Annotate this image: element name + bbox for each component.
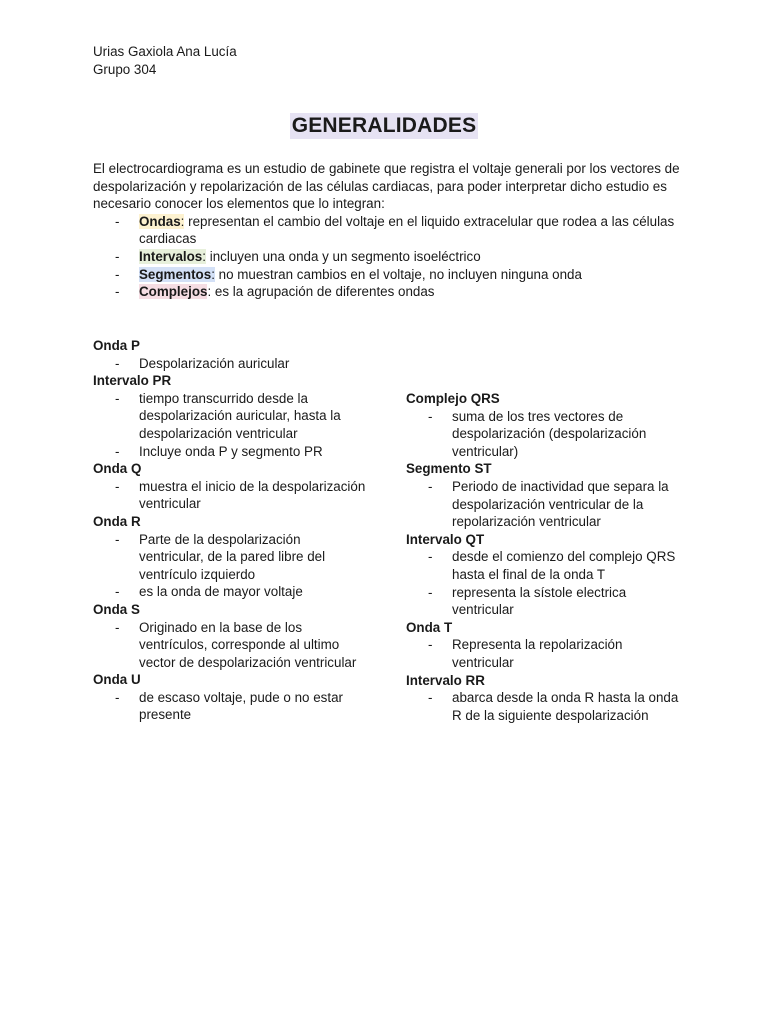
list-item: - Representa la repolarización ventricular <box>406 636 681 671</box>
section-list <box>93 355 368 373</box>
section-segmento-st <box>406 460 681 530</box>
section-list <box>93 531 368 601</box>
section-title: Onda U <box>93 672 141 688</box>
section-title: Intervalo RR <box>406 672 485 688</box>
list-item: - Periodo de inactividad que separa la despolarización ventricular de la repolarización ventricular <box>406 478 681 531</box>
list-item: - Parte de la despolarización ventricular, de la pared libre del ventrículo izquierdo <box>93 531 368 584</box>
author-name: Urias Gaxiola Ana Lucía <box>93 44 237 59</box>
term-definition: incluyen una onda y un segmento isoeléctrico <box>206 248 481 264</box>
list-item: - abarca desde la onda R hasta la onda R de la siguiente despolarización <box>406 689 681 724</box>
intro-section <box>93 160 683 301</box>
section-list <box>406 636 681 671</box>
term-label: Segmentos <box>139 266 212 282</box>
right-column <box>406 390 681 724</box>
intro-item-segmentos <box>93 266 683 284</box>
section-onda-r <box>93 513 368 601</box>
list-item: - muestra el inicio de la despolarización ventricular <box>93 478 368 513</box>
list-item: - de escaso voltaje, pude o no estar presente <box>93 689 368 724</box>
list-item: - representa la sístole electrica ventricular <box>406 584 681 619</box>
section-intervalo-rr <box>406 672 681 725</box>
list-item: - Despolarización auricular <box>93 355 368 373</box>
section-onda-q <box>93 460 368 513</box>
section-intervalo-qt <box>406 531 681 619</box>
intro-item-intervalos <box>93 248 683 266</box>
page-title: GENERALIDADES <box>291 114 477 137</box>
term-label: Ondas <box>139 213 181 229</box>
term-definition: representan el cambio del voltaje en el liquido extracelular que rodea a las células cardiacas <box>139 213 675 247</box>
term-label: Intervalos <box>139 248 203 264</box>
section-title: Onda R <box>93 513 141 529</box>
section-title: Onda P <box>93 338 140 353</box>
section-onda-s <box>93 601 368 671</box>
left-column <box>93 337 368 724</box>
section-title: Intervalo QT <box>406 531 485 547</box>
term-colon: : <box>202 248 206 264</box>
section-list <box>93 689 368 724</box>
section-list <box>93 619 368 672</box>
term-colon: : <box>211 266 215 282</box>
term-label: Complejos <box>139 284 208 300</box>
term-highlight <box>139 267 215 282</box>
section-list <box>406 548 681 618</box>
section-title: Segmento ST <box>406 461 492 477</box>
section-onda-p <box>93 337 368 372</box>
term-highlight <box>139 249 206 264</box>
term-highlight <box>139 284 207 299</box>
intro-paragraph: El electrocardiograma es un estudio de gabinete que registra el voltaje generali por los vectores de despolarización y repolarización de las células cardiacas, para poder interpretar dicho estudio es necesario conocer los elementos que lo integran: <box>93 161 680 212</box>
section-title: Intervalo PR <box>93 373 172 389</box>
intro-item-complejos <box>93 283 683 301</box>
section-list <box>93 390 368 460</box>
term-colon: : <box>180 213 185 229</box>
section-intervalo-pr <box>93 372 368 460</box>
term-definition: : es la agrupación de diferentes ondas <box>207 284 435 300</box>
section-title: Complejo QRS <box>406 391 500 406</box>
section-list <box>406 408 681 461</box>
section-title: Onda Q <box>93 461 142 477</box>
term-definition: no muestran cambios en el voltaje, no incluyen ninguna onda <box>214 266 582 282</box>
list-item: - tiempo transcurrido desde la despolarización auricular, hasta la despolarización ventricular <box>93 390 368 443</box>
section-title: Onda S <box>93 601 140 617</box>
list-item: - Incluye onda P y segmento PR <box>93 443 368 461</box>
document-header <box>93 43 237 78</box>
term-highlight <box>139 214 184 229</box>
section-title: Onda T <box>406 619 453 635</box>
intro-item-ondas <box>93 213 683 248</box>
list-item: - desde el comienzo del complejo QRS hasta el final de la onda T <box>406 548 681 583</box>
section-onda-u <box>93 671 368 724</box>
section-onda-t <box>406 619 681 672</box>
section-list <box>406 689 681 724</box>
group-label: Grupo 304 <box>93 61 157 77</box>
list-item: - es la onda de mayor voltaje <box>93 583 368 601</box>
list-item: - Originado en la base de los ventrículos, corresponde al ultimo vector de despolarización ventricular <box>93 619 368 672</box>
section-list <box>93 478 368 513</box>
list-item: - suma de los tres vectores de despolarización (despolarización ventricular) <box>406 408 681 461</box>
title-container <box>0 113 768 139</box>
section-complejo-qrs <box>406 390 681 460</box>
intro-list <box>93 213 683 301</box>
section-list <box>406 478 681 531</box>
